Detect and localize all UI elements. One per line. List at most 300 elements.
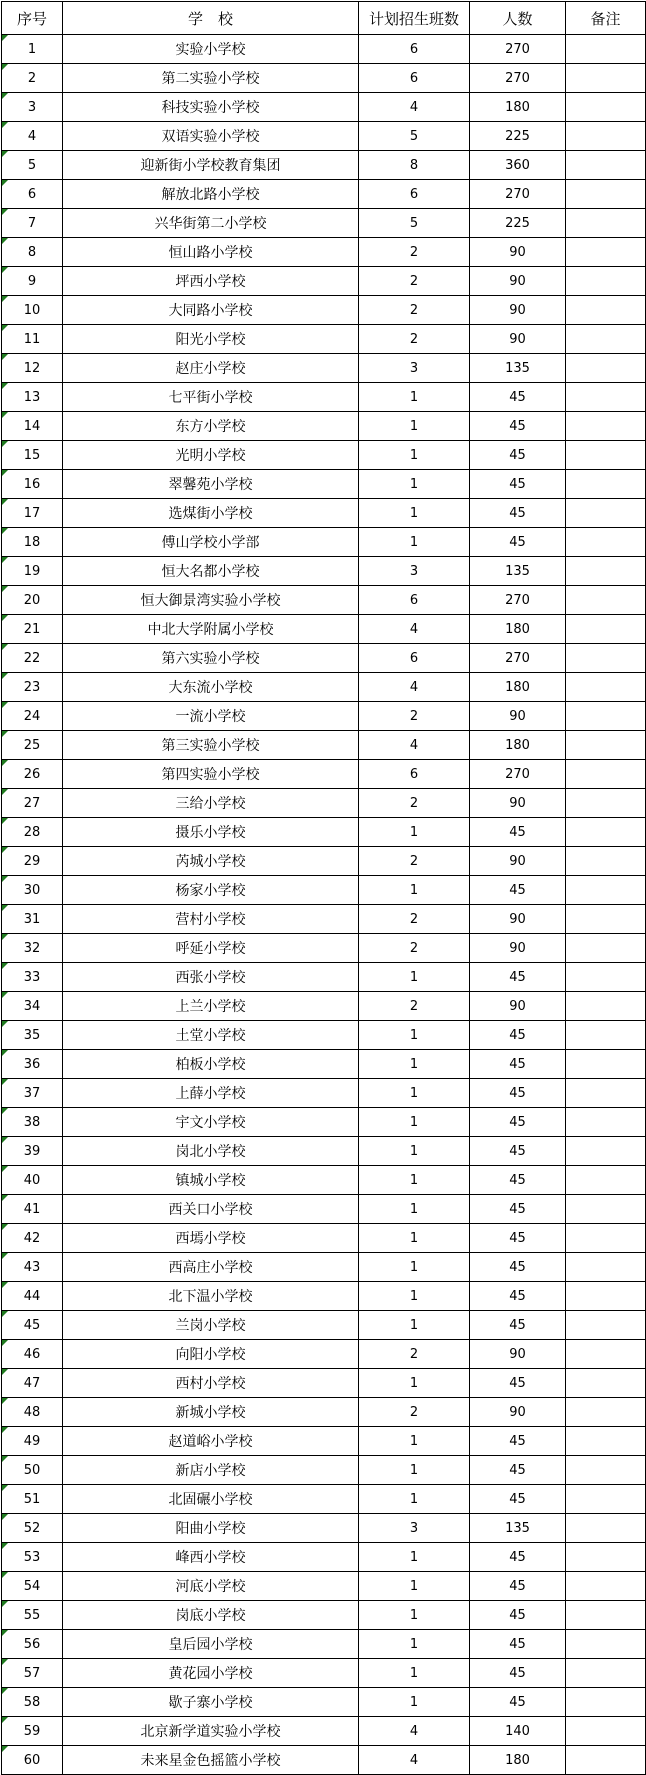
cell-classes[interactable]: 4 — [359, 1746, 470, 1775]
cell-classes[interactable]: 8 — [359, 151, 470, 180]
cell-classes[interactable]: 1 — [359, 1050, 470, 1079]
cell-note[interactable] — [566, 412, 646, 441]
cell-note[interactable] — [566, 1311, 646, 1340]
cell-note[interactable] — [566, 1137, 646, 1166]
cell-count[interactable]: 180 — [470, 1746, 566, 1775]
cell-school[interactable]: 双语实验小学校 — [63, 122, 359, 151]
cell-id[interactable]: 51 — [2, 1485, 63, 1514]
cell-id[interactable]: 27 — [2, 789, 63, 818]
cell-school[interactable]: 翠馨苑小学校 — [63, 470, 359, 499]
cell-note[interactable] — [566, 1630, 646, 1659]
cell-id[interactable]: 7 — [2, 209, 63, 238]
cell-count[interactable]: 180 — [470, 93, 566, 122]
cell-count[interactable]: 45 — [470, 1369, 566, 1398]
cell-note[interactable] — [566, 499, 646, 528]
cell-classes[interactable]: 2 — [359, 1340, 470, 1369]
cell-classes[interactable]: 5 — [359, 122, 470, 151]
cell-school[interactable]: 北固碾小学校 — [63, 1485, 359, 1514]
cell-count[interactable]: 45 — [470, 1137, 566, 1166]
cell-classes[interactable]: 1 — [359, 1079, 470, 1108]
cell-classes[interactable]: 2 — [359, 296, 470, 325]
cell-count[interactable]: 90 — [470, 1340, 566, 1369]
cell-count[interactable]: 270 — [470, 64, 566, 93]
cell-school[interactable]: 兴华街第二小学校 — [63, 209, 359, 238]
cell-id[interactable]: 52 — [2, 1514, 63, 1543]
cell-count[interactable]: 90 — [470, 1398, 566, 1427]
cell-id[interactable]: 21 — [2, 615, 63, 644]
cell-classes[interactable]: 1 — [359, 412, 470, 441]
cell-school[interactable]: 三给小学校 — [63, 789, 359, 818]
cell-school[interactable]: 赵道峪小学校 — [63, 1427, 359, 1456]
cell-school[interactable]: 上薛小学校 — [63, 1079, 359, 1108]
cell-count[interactable]: 270 — [470, 35, 566, 64]
cell-school[interactable]: 恒大御景湾实验小学校 — [63, 586, 359, 615]
cell-note[interactable] — [566, 1746, 646, 1775]
cell-count[interactable]: 45 — [470, 1079, 566, 1108]
cell-note[interactable] — [566, 1108, 646, 1137]
cell-school[interactable]: 迎新街小学校教育集团 — [63, 151, 359, 180]
cell-id[interactable]: 31 — [2, 905, 63, 934]
cell-classes[interactable]: 1 — [359, 963, 470, 992]
cell-classes[interactable]: 1 — [359, 1108, 470, 1137]
cell-count[interactable]: 45 — [470, 1427, 566, 1456]
cell-note[interactable] — [566, 122, 646, 151]
cell-count[interactable]: 45 — [470, 1688, 566, 1717]
cell-count[interactable]: 45 — [470, 1485, 566, 1514]
cell-note[interactable] — [566, 354, 646, 383]
cell-note[interactable] — [566, 557, 646, 586]
cell-note[interactable] — [566, 35, 646, 64]
cell-classes[interactable]: 1 — [359, 818, 470, 847]
cell-note[interactable] — [566, 1659, 646, 1688]
cell-id[interactable]: 16 — [2, 470, 63, 499]
cell-id[interactable]: 45 — [2, 1311, 63, 1340]
cell-school[interactable]: 岗底小学校 — [63, 1601, 359, 1630]
cell-classes[interactable]: 6 — [359, 180, 470, 209]
cell-note[interactable] — [566, 296, 646, 325]
cell-note[interactable] — [566, 64, 646, 93]
cell-note[interactable] — [566, 1166, 646, 1195]
cell-classes[interactable]: 1 — [359, 383, 470, 412]
cell-id[interactable]: 46 — [2, 1340, 63, 1369]
cell-id[interactable]: 48 — [2, 1398, 63, 1427]
cell-school[interactable]: 第四实验小学校 — [63, 760, 359, 789]
cell-count[interactable]: 45 — [470, 1456, 566, 1485]
cell-school[interactable]: 实验小学校 — [63, 35, 359, 64]
cell-count[interactable]: 45 — [470, 1108, 566, 1137]
cell-note[interactable] — [566, 1282, 646, 1311]
cell-school[interactable]: 西张小学校 — [63, 963, 359, 992]
cell-note[interactable] — [566, 702, 646, 731]
cell-count[interactable]: 140 — [470, 1717, 566, 1746]
cell-note[interactable] — [566, 963, 646, 992]
cell-id[interactable]: 53 — [2, 1543, 63, 1572]
cell-id[interactable]: 41 — [2, 1195, 63, 1224]
cell-id[interactable]: 44 — [2, 1282, 63, 1311]
cell-id[interactable]: 15 — [2, 441, 63, 470]
cell-note[interactable] — [566, 615, 646, 644]
cell-classes[interactable]: 2 — [359, 992, 470, 1021]
cell-id[interactable]: 18 — [2, 528, 63, 557]
cell-school[interactable]: 北京新学道实验小学校 — [63, 1717, 359, 1746]
cell-classes[interactable]: 1 — [359, 1137, 470, 1166]
cell-note[interactable] — [566, 93, 646, 122]
cell-id[interactable]: 1 — [2, 35, 63, 64]
cell-note[interactable] — [566, 1021, 646, 1050]
cell-school[interactable]: 呼延小学校 — [63, 934, 359, 963]
cell-count[interactable]: 90 — [470, 847, 566, 876]
cell-note[interactable] — [566, 934, 646, 963]
cell-school[interactable]: 西关口小学校 — [63, 1195, 359, 1224]
cell-count[interactable]: 45 — [470, 499, 566, 528]
cell-classes[interactable]: 1 — [359, 1543, 470, 1572]
cell-id[interactable]: 34 — [2, 992, 63, 1021]
cell-school[interactable]: 阳光小学校 — [63, 325, 359, 354]
cell-id[interactable]: 33 — [2, 963, 63, 992]
cell-school[interactable]: 一流小学校 — [63, 702, 359, 731]
cell-school[interactable]: 赵庄小学校 — [63, 354, 359, 383]
cell-classes[interactable]: 1 — [359, 1659, 470, 1688]
cell-note[interactable] — [566, 528, 646, 557]
cell-id[interactable]: 57 — [2, 1659, 63, 1688]
cell-note[interactable] — [566, 1601, 646, 1630]
cell-school[interactable]: 杨家小学校 — [63, 876, 359, 905]
cell-count[interactable]: 45 — [470, 383, 566, 412]
cell-count[interactable]: 45 — [470, 1282, 566, 1311]
cell-count[interactable]: 90 — [470, 789, 566, 818]
cell-classes[interactable]: 1 — [359, 1688, 470, 1717]
cell-id[interactable]: 4 — [2, 122, 63, 151]
cell-school[interactable]: 未来星金色摇篮小学校 — [63, 1746, 359, 1775]
cell-id[interactable]: 42 — [2, 1224, 63, 1253]
cell-count[interactable]: 135 — [470, 354, 566, 383]
cell-classes[interactable]: 2 — [359, 905, 470, 934]
cell-count[interactable]: 90 — [470, 238, 566, 267]
cell-count[interactable]: 45 — [470, 963, 566, 992]
cell-classes[interactable]: 2 — [359, 238, 470, 267]
cell-count[interactable]: 90 — [470, 267, 566, 296]
cell-classes[interactable]: 1 — [359, 1282, 470, 1311]
cell-id[interactable]: 39 — [2, 1137, 63, 1166]
cell-id[interactable]: 60 — [2, 1746, 63, 1775]
cell-note[interactable] — [566, 1079, 646, 1108]
cell-count[interactable]: 45 — [470, 1166, 566, 1195]
cell-count[interactable]: 45 — [470, 818, 566, 847]
cell-school[interactable]: 西墕小学校 — [63, 1224, 359, 1253]
cell-school[interactable]: 大东流小学校 — [63, 673, 359, 702]
cell-count[interactable]: 225 — [470, 122, 566, 151]
cell-id[interactable]: 17 — [2, 499, 63, 528]
cell-school[interactable]: 西高庄小学校 — [63, 1253, 359, 1282]
cell-id[interactable]: 50 — [2, 1456, 63, 1485]
cell-count[interactable]: 270 — [470, 180, 566, 209]
cell-count[interactable]: 45 — [470, 1601, 566, 1630]
cell-school[interactable]: 七平街小学校 — [63, 383, 359, 412]
cell-school[interactable]: 宇文小学校 — [63, 1108, 359, 1137]
cell-classes[interactable]: 2 — [359, 847, 470, 876]
cell-id[interactable]: 20 — [2, 586, 63, 615]
cell-school[interactable]: 河底小学校 — [63, 1572, 359, 1601]
cell-id[interactable]: 30 — [2, 876, 63, 905]
cell-school[interactable]: 北下温小学校 — [63, 1282, 359, 1311]
cell-id[interactable]: 29 — [2, 847, 63, 876]
cell-note[interactable] — [566, 1427, 646, 1456]
cell-note[interactable] — [566, 1514, 646, 1543]
cell-id[interactable]: 59 — [2, 1717, 63, 1746]
cell-note[interactable] — [566, 586, 646, 615]
cell-count[interactable]: 45 — [470, 1311, 566, 1340]
cell-id[interactable]: 40 — [2, 1166, 63, 1195]
cell-classes[interactable]: 6 — [359, 586, 470, 615]
cell-note[interactable] — [566, 1456, 646, 1485]
cell-id[interactable]: 28 — [2, 818, 63, 847]
cell-note[interactable] — [566, 1398, 646, 1427]
cell-school[interactable]: 新城小学校 — [63, 1398, 359, 1427]
cell-note[interactable] — [566, 847, 646, 876]
cell-school[interactable]: 西村小学校 — [63, 1369, 359, 1398]
cell-count[interactable]: 45 — [470, 1050, 566, 1079]
cell-school[interactable]: 第二实验小学校 — [63, 64, 359, 93]
cell-id[interactable]: 24 — [2, 702, 63, 731]
cell-school[interactable]: 解放北路小学校 — [63, 180, 359, 209]
cell-classes[interactable]: 2 — [359, 934, 470, 963]
cell-note[interactable] — [566, 1572, 646, 1601]
cell-count[interactable]: 45 — [470, 1630, 566, 1659]
cell-classes[interactable]: 1 — [359, 528, 470, 557]
cell-id[interactable]: 22 — [2, 644, 63, 673]
cell-count[interactable]: 270 — [470, 586, 566, 615]
cell-school[interactable]: 新店小学校 — [63, 1456, 359, 1485]
cell-note[interactable] — [566, 731, 646, 760]
cell-note[interactable] — [566, 673, 646, 702]
cell-count[interactable]: 45 — [470, 876, 566, 905]
cell-classes[interactable]: 3 — [359, 354, 470, 383]
cell-classes[interactable]: 1 — [359, 1311, 470, 1340]
cell-id[interactable]: 19 — [2, 557, 63, 586]
cell-count[interactable]: 180 — [470, 731, 566, 760]
cell-classes[interactable]: 1 — [359, 1601, 470, 1630]
cell-classes[interactable]: 1 — [359, 470, 470, 499]
cell-note[interactable] — [566, 383, 646, 412]
cell-classes[interactable]: 1 — [359, 1630, 470, 1659]
cell-count[interactable]: 360 — [470, 151, 566, 180]
cell-note[interactable] — [566, 325, 646, 354]
cell-school[interactable]: 摄乐小学校 — [63, 818, 359, 847]
cell-note[interactable] — [566, 818, 646, 847]
cell-id[interactable]: 9 — [2, 267, 63, 296]
cell-note[interactable] — [566, 151, 646, 180]
cell-id[interactable]: 11 — [2, 325, 63, 354]
cell-school[interactable]: 选煤街小学校 — [63, 499, 359, 528]
cell-count[interactable]: 90 — [470, 934, 566, 963]
cell-id[interactable]: 43 — [2, 1253, 63, 1282]
cell-note[interactable] — [566, 1369, 646, 1398]
cell-id[interactable]: 58 — [2, 1688, 63, 1717]
cell-id[interactable]: 36 — [2, 1050, 63, 1079]
cell-school[interactable]: 皇后园小学校 — [63, 1630, 359, 1659]
cell-id[interactable]: 3 — [2, 93, 63, 122]
cell-id[interactable]: 6 — [2, 180, 63, 209]
cell-school[interactable]: 向阳小学校 — [63, 1340, 359, 1369]
cell-school[interactable]: 岗北小学校 — [63, 1137, 359, 1166]
cell-school[interactable]: 镇城小学校 — [63, 1166, 359, 1195]
cell-classes[interactable]: 6 — [359, 35, 470, 64]
cell-classes[interactable]: 3 — [359, 557, 470, 586]
cell-classes[interactable]: 1 — [359, 876, 470, 905]
cell-note[interactable] — [566, 876, 646, 905]
cell-count[interactable]: 90 — [470, 325, 566, 354]
cell-count[interactable]: 45 — [470, 1021, 566, 1050]
cell-school[interactable]: 兰岗小学校 — [63, 1311, 359, 1340]
cell-id[interactable]: 12 — [2, 354, 63, 383]
cell-school[interactable]: 恒山路小学校 — [63, 238, 359, 267]
cell-count[interactable]: 135 — [470, 1514, 566, 1543]
cell-school[interactable]: 东方小学校 — [63, 412, 359, 441]
cell-classes[interactable]: 5 — [359, 209, 470, 238]
cell-id[interactable]: 26 — [2, 760, 63, 789]
cell-id[interactable]: 49 — [2, 1427, 63, 1456]
cell-id[interactable]: 13 — [2, 383, 63, 412]
cell-classes[interactable]: 6 — [359, 760, 470, 789]
cell-classes[interactable]: 1 — [359, 1572, 470, 1601]
cell-note[interactable] — [566, 1688, 646, 1717]
cell-id[interactable]: 38 — [2, 1108, 63, 1137]
cell-id[interactable]: 10 — [2, 296, 63, 325]
cell-count[interactable]: 45 — [470, 1572, 566, 1601]
cell-classes[interactable]: 1 — [359, 1224, 470, 1253]
cell-school[interactable]: 傅山学校小学部 — [63, 528, 359, 557]
cell-count[interactable]: 270 — [470, 644, 566, 673]
cell-id[interactable]: 25 — [2, 731, 63, 760]
cell-id[interactable]: 35 — [2, 1021, 63, 1050]
cell-note[interactable] — [566, 209, 646, 238]
cell-count[interactable]: 45 — [470, 1195, 566, 1224]
cell-school[interactable]: 黄花园小学校 — [63, 1659, 359, 1688]
cell-classes[interactable]: 2 — [359, 325, 470, 354]
cell-classes[interactable]: 1 — [359, 1253, 470, 1282]
cell-classes[interactable]: 1 — [359, 1021, 470, 1050]
cell-classes[interactable]: 1 — [359, 1456, 470, 1485]
cell-note[interactable] — [566, 441, 646, 470]
cell-classes[interactable]: 4 — [359, 1717, 470, 1746]
cell-note[interactable] — [566, 644, 646, 673]
cell-classes[interactable]: 1 — [359, 1369, 470, 1398]
cell-note[interactable] — [566, 905, 646, 934]
cell-classes[interactable]: 2 — [359, 1398, 470, 1427]
cell-school[interactable]: 第三实验小学校 — [63, 731, 359, 760]
cell-note[interactable] — [566, 1224, 646, 1253]
cell-count[interactable]: 180 — [470, 615, 566, 644]
cell-count[interactable]: 45 — [470, 470, 566, 499]
cell-id[interactable]: 5 — [2, 151, 63, 180]
cell-classes[interactable]: 4 — [359, 673, 470, 702]
cell-id[interactable]: 8 — [2, 238, 63, 267]
cell-id[interactable]: 23 — [2, 673, 63, 702]
cell-note[interactable] — [566, 267, 646, 296]
cell-school[interactable]: 土堂小学校 — [63, 1021, 359, 1050]
cell-id[interactable]: 55 — [2, 1601, 63, 1630]
cell-count[interactable]: 270 — [470, 760, 566, 789]
cell-school[interactable]: 坪西小学校 — [63, 267, 359, 296]
cell-classes[interactable]: 4 — [359, 93, 470, 122]
cell-classes[interactable]: 1 — [359, 499, 470, 528]
cell-count[interactable]: 45 — [470, 1224, 566, 1253]
cell-school[interactable]: 光明小学校 — [63, 441, 359, 470]
cell-classes[interactable]: 2 — [359, 267, 470, 296]
cell-count[interactable]: 45 — [470, 412, 566, 441]
cell-school[interactable]: 营村小学校 — [63, 905, 359, 934]
cell-classes[interactable]: 1 — [359, 1427, 470, 1456]
cell-count[interactable]: 90 — [470, 992, 566, 1021]
cell-classes[interactable]: 6 — [359, 64, 470, 93]
cell-id[interactable]: 2 — [2, 64, 63, 93]
cell-school[interactable]: 恒大名都小学校 — [63, 557, 359, 586]
cell-school[interactable]: 歇子寨小学校 — [63, 1688, 359, 1717]
cell-classes[interactable]: 4 — [359, 731, 470, 760]
cell-count[interactable]: 180 — [470, 673, 566, 702]
cell-classes[interactable]: 1 — [359, 1166, 470, 1195]
cell-count[interactable]: 45 — [470, 1543, 566, 1572]
cell-note[interactable] — [566, 1253, 646, 1282]
cell-count[interactable]: 90 — [470, 702, 566, 731]
cell-school[interactable]: 柏板小学校 — [63, 1050, 359, 1079]
cell-note[interactable] — [566, 180, 646, 209]
cell-school[interactable]: 芮城小学校 — [63, 847, 359, 876]
cell-note[interactable] — [566, 1195, 646, 1224]
cell-count[interactable]: 90 — [470, 296, 566, 325]
cell-count[interactable]: 225 — [470, 209, 566, 238]
cell-id[interactable]: 37 — [2, 1079, 63, 1108]
cell-classes[interactable]: 1 — [359, 1485, 470, 1514]
cell-id[interactable]: 14 — [2, 412, 63, 441]
cell-note[interactable] — [566, 760, 646, 789]
cell-id[interactable]: 47 — [2, 1369, 63, 1398]
cell-id[interactable]: 54 — [2, 1572, 63, 1601]
cell-note[interactable] — [566, 1717, 646, 1746]
cell-classes[interactable]: 1 — [359, 441, 470, 470]
cell-note[interactable] — [566, 238, 646, 267]
cell-note[interactable] — [566, 1543, 646, 1572]
cell-classes[interactable]: 6 — [359, 644, 470, 673]
cell-count[interactable]: 90 — [470, 905, 566, 934]
cell-note[interactable] — [566, 470, 646, 499]
cell-school[interactable]: 峰西小学校 — [63, 1543, 359, 1572]
cell-school[interactable]: 阳曲小学校 — [63, 1514, 359, 1543]
cell-classes[interactable]: 1 — [359, 1195, 470, 1224]
cell-school[interactable]: 中北大学附属小学校 — [63, 615, 359, 644]
cell-classes[interactable]: 3 — [359, 1514, 470, 1543]
cell-count[interactable]: 45 — [470, 441, 566, 470]
cell-count[interactable]: 45 — [470, 1659, 566, 1688]
cell-count[interactable]: 45 — [470, 1253, 566, 1282]
cell-classes[interactable]: 4 — [359, 615, 470, 644]
cell-note[interactable] — [566, 1050, 646, 1079]
cell-classes[interactable]: 2 — [359, 789, 470, 818]
cell-id[interactable]: 32 — [2, 934, 63, 963]
cell-note[interactable] — [566, 1485, 646, 1514]
cell-school[interactable]: 大同路小学校 — [63, 296, 359, 325]
cell-count[interactable]: 135 — [470, 557, 566, 586]
cell-note[interactable] — [566, 992, 646, 1021]
cell-count[interactable]: 45 — [470, 528, 566, 557]
cell-note[interactable] — [566, 1340, 646, 1369]
cell-note[interactable] — [566, 789, 646, 818]
cell-classes[interactable]: 2 — [359, 702, 470, 731]
cell-school[interactable]: 上兰小学校 — [63, 992, 359, 1021]
cell-school[interactable]: 第六实验小学校 — [63, 644, 359, 673]
cell-id[interactable]: 56 — [2, 1630, 63, 1659]
cell-school[interactable]: 科技实验小学校 — [63, 93, 359, 122]
